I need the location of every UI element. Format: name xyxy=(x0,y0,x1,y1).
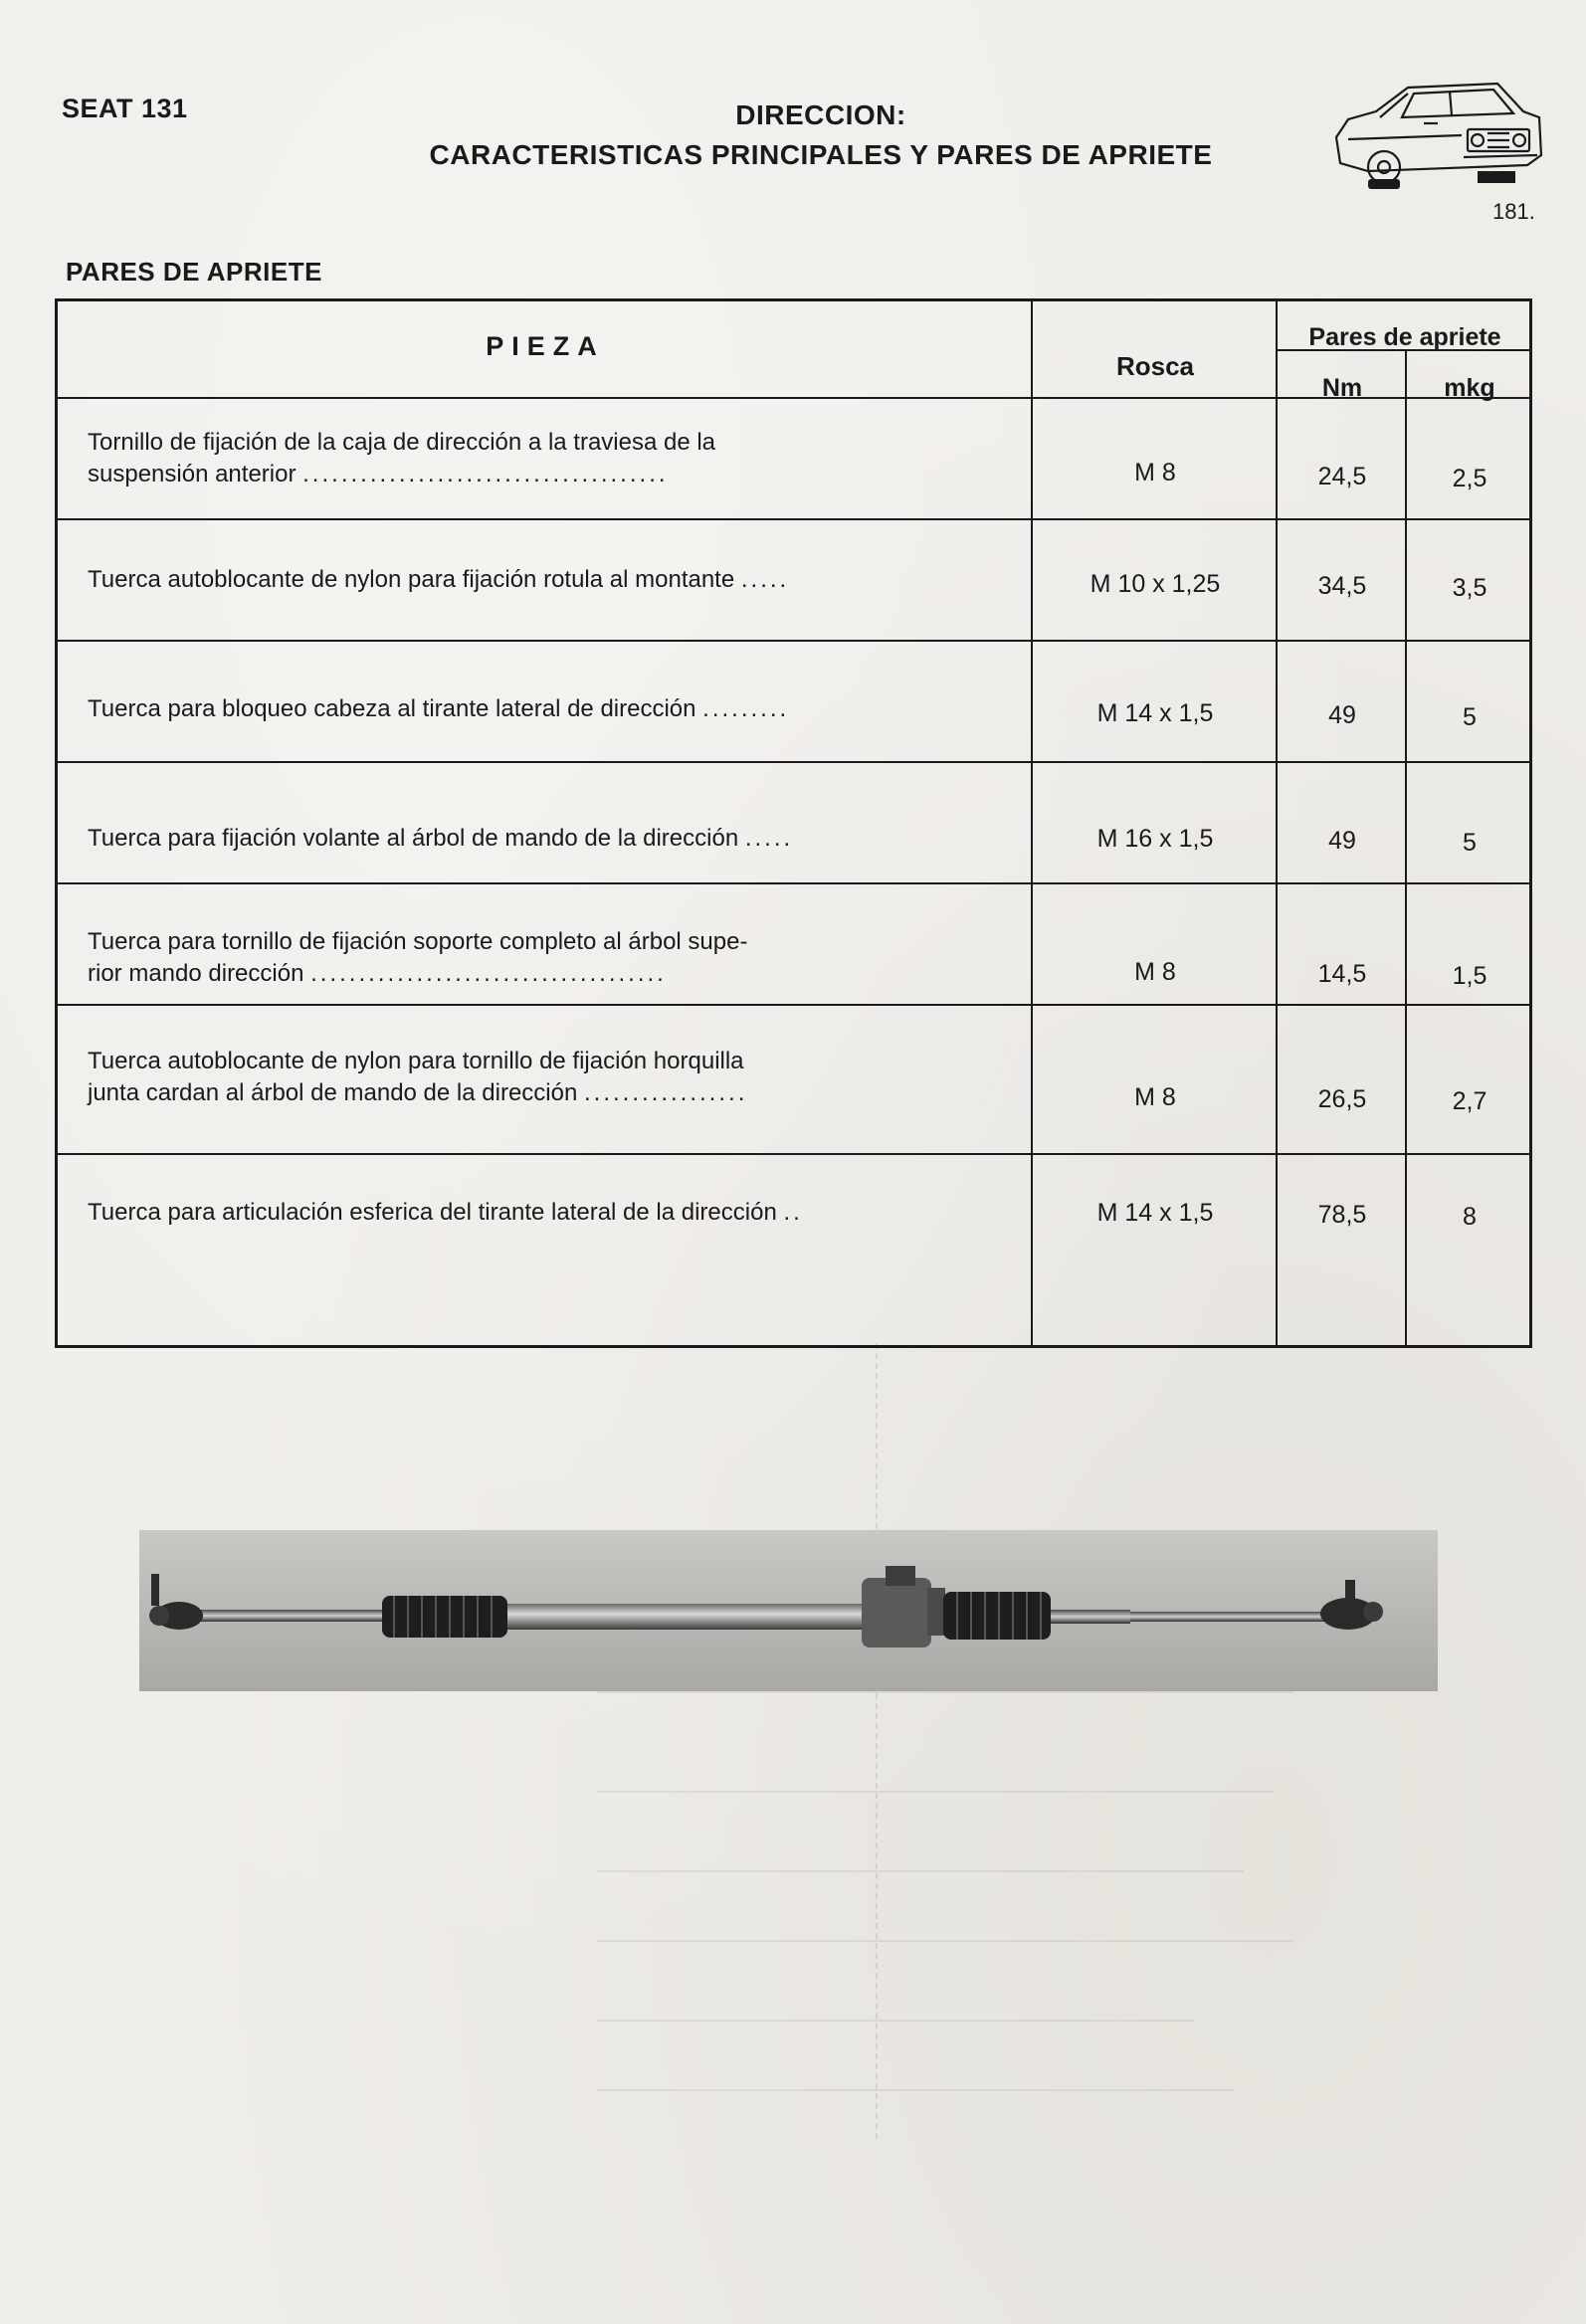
header-mkg: mkg xyxy=(1444,374,1495,402)
show-through-line xyxy=(597,2020,1194,2022)
table-row xyxy=(58,761,1532,882)
dot-leader: ..... xyxy=(740,566,790,593)
pieza-line: junta cardan al árbol de mando de la dirección xyxy=(88,1079,578,1106)
car-illustration xyxy=(1328,68,1547,197)
show-through-line xyxy=(597,1870,1244,1872)
show-through-line xyxy=(597,1940,1293,1942)
dot-leader: ..................................... xyxy=(310,960,667,987)
section-title: PARES DE APRIETE xyxy=(66,257,322,287)
mkg-value: 2,7 xyxy=(1452,1087,1487,1115)
dot-leader: ................. xyxy=(584,1079,748,1106)
table-row xyxy=(58,518,1532,640)
show-through-line xyxy=(597,1691,1293,1693)
page-title: DIRECCION: xyxy=(735,99,906,130)
pieza-line: Tuerca autoblocante de nylon para tornillo de fijación horquilla xyxy=(88,1048,744,1074)
rosca-value: M 10 x 1,25 xyxy=(1090,570,1221,598)
header-pares-de-apriete: Pares de apriete xyxy=(1308,323,1501,351)
nm-value: 26,5 xyxy=(1317,1085,1367,1113)
nm-value: 49 xyxy=(1328,701,1356,729)
show-through-line xyxy=(597,2089,1234,2091)
pieza-line: rior mando dirección xyxy=(88,960,304,987)
rosca-value: M 8 xyxy=(1134,958,1176,986)
table-row xyxy=(58,1153,1532,1348)
page-number: 181. xyxy=(1492,199,1535,224)
table-row xyxy=(58,397,1532,518)
header-rosca: Rosca xyxy=(1115,351,1195,381)
mkg-value: 5 xyxy=(1463,703,1477,731)
nm-value: 14,5 xyxy=(1317,960,1367,988)
torque-table xyxy=(55,298,1532,1348)
pieza-description xyxy=(88,823,1023,855)
rosca-value: M 14 x 1,5 xyxy=(1096,1199,1214,1227)
pieza-description xyxy=(88,564,1023,596)
dot-leader: ...................................... xyxy=(302,461,669,487)
header-nm: Nm xyxy=(1321,374,1363,402)
nm-value: 34,5 xyxy=(1317,572,1367,600)
mkg-value: 1,5 xyxy=(1452,962,1487,990)
dot-leader: ..... xyxy=(744,825,794,852)
mkg-value: 5 xyxy=(1463,829,1477,857)
mkg-value: 2,5 xyxy=(1452,465,1487,492)
table-row xyxy=(58,882,1532,1004)
nm-value: 24,5 xyxy=(1317,463,1367,490)
pieza-description xyxy=(88,1046,1023,1109)
table-row xyxy=(58,640,1532,761)
nm-value: 78,5 xyxy=(1317,1201,1367,1229)
mkg-value: 3,5 xyxy=(1452,574,1487,602)
pieza-description xyxy=(88,1197,1023,1229)
nm-value: 49 xyxy=(1328,827,1356,855)
rosca-value: M 8 xyxy=(1134,459,1176,486)
brand-label: SEAT 131 xyxy=(62,94,188,123)
dot-leader: ......... xyxy=(702,695,790,722)
header-pieza: PIEZA xyxy=(486,331,605,361)
steering-rack-photo xyxy=(139,1530,1438,1691)
rosca-value: M 14 x 1,5 xyxy=(1096,699,1214,727)
show-through-line xyxy=(597,1791,1274,1793)
pieza-line: Tuerca para tornillo de fijación soporte completo al árbol supe- xyxy=(88,928,748,955)
table-row xyxy=(58,1004,1532,1153)
pieza-line: Tuerca para fijación volante al árbol de mando de la dirección xyxy=(88,825,739,852)
rosca-value: M 16 x 1,5 xyxy=(1096,825,1214,853)
page-subtitle: CARACTERISTICAS PRINCIPALES Y PARES DE APRIETE xyxy=(429,139,1213,170)
pieza-line: Tuerca para articulación esferica del tirante lateral de la dirección xyxy=(88,1199,777,1226)
pieza-description xyxy=(88,693,1023,725)
pieza-line: suspensión anterior xyxy=(88,461,297,487)
rosca-value: M 8 xyxy=(1134,1083,1176,1111)
pieza-line: Tornillo de fijación de la caja de dirección a la traviesa de la xyxy=(88,429,716,456)
pieza-line: Tuerca para bloqueo cabeza al tirante lateral de dirección xyxy=(88,695,696,722)
pieza-description xyxy=(88,427,1023,490)
pieza-line: Tuerca autoblocante de nylon para fijación rotula al montante xyxy=(88,566,735,593)
dot-leader: .. xyxy=(783,1199,803,1226)
pieza-description xyxy=(88,926,1023,990)
mkg-value: 8 xyxy=(1463,1203,1477,1231)
